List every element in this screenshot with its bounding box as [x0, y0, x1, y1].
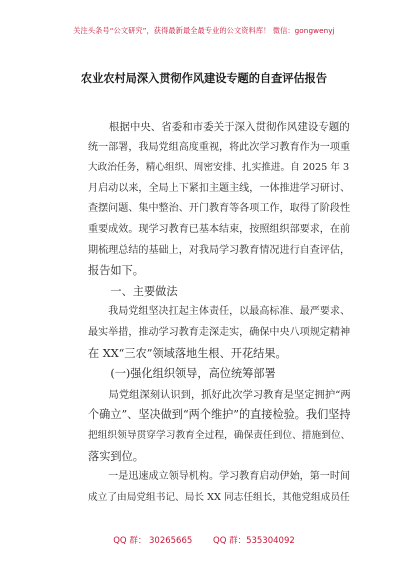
body-line: 月启动以来，全局上下紧扣主题主线，一体推进学习研讨、 — [88, 182, 351, 194]
body-line: 查摆问题、集中整治、开门教育等各项工作，取得了阶段性 — [88, 203, 351, 215]
header-promo-note: 关注头条号“公文研究”，获得最新最全最专业的公文资料库！ 微信：gongwenyj — [73, 26, 335, 35]
body-line: 最实举措，推动学习教育走深走实，确保中央八项规定精神 — [88, 326, 351, 338]
body-line: 根据中央、省委和市委关于深入贯彻作风建设专题的 — [88, 121, 350, 133]
footer-contact — [0, 534, 408, 546]
body-line: 落实到位。 — [88, 449, 144, 463]
body-line: 大政治任务，精心组织、周密安排、扎实推进。自 2025 年 3 — [88, 162, 350, 174]
body-line: 我局党组坚决扛起主体责任，以最高标准、最严要求、 — [88, 306, 351, 318]
body-line: 重要成效。现学习教育已基本结束，按照组织部要求，在前 — [88, 223, 351, 235]
section-heading: 一、主要做法 — [88, 284, 178, 298]
body-line: 局党组深刻认识到，抓好此次学习教育是坚定拥护“两 — [88, 388, 351, 401]
document-body — [88, 117, 350, 508]
body-line: 期梳理总结的基础上，对我局学习教育情况进行自查评估， — [88, 244, 351, 256]
footer-qq-group-2: QQ 群：535304092 — [213, 536, 295, 546]
body-line: 成立了由局党组书记、局长 XX 同志任组长，其他党组成员任 — [88, 491, 350, 503]
body-line: 把组织领导贯穿学习教育全过程，确保责任到位、措施到位、 — [88, 429, 351, 441]
body-line: 个确立”、坚决做到“两个维护”的直接检验。我们坚持 — [88, 408, 351, 422]
body-line: 在 XX“三农”领域落地生根、开花结果。 — [88, 346, 287, 360]
body-line: 报告如下。 — [88, 264, 144, 278]
footer-qq-group-1: QQ 群： 30265665 — [113, 536, 193, 546]
subsection-heading: (一)强化组织领导，高位统筹部署 — [88, 367, 276, 381]
document-title: 农业农村局深入贯彻作风建设专题的自查评估报告 — [80, 72, 328, 85]
body-line: 一是迅速成立领导机构。学习教育启动伊始，第一时间 — [88, 471, 351, 483]
body-line: 统一部署，我局党组高度重视，将此次学习教育作为一项重 — [88, 141, 351, 153]
